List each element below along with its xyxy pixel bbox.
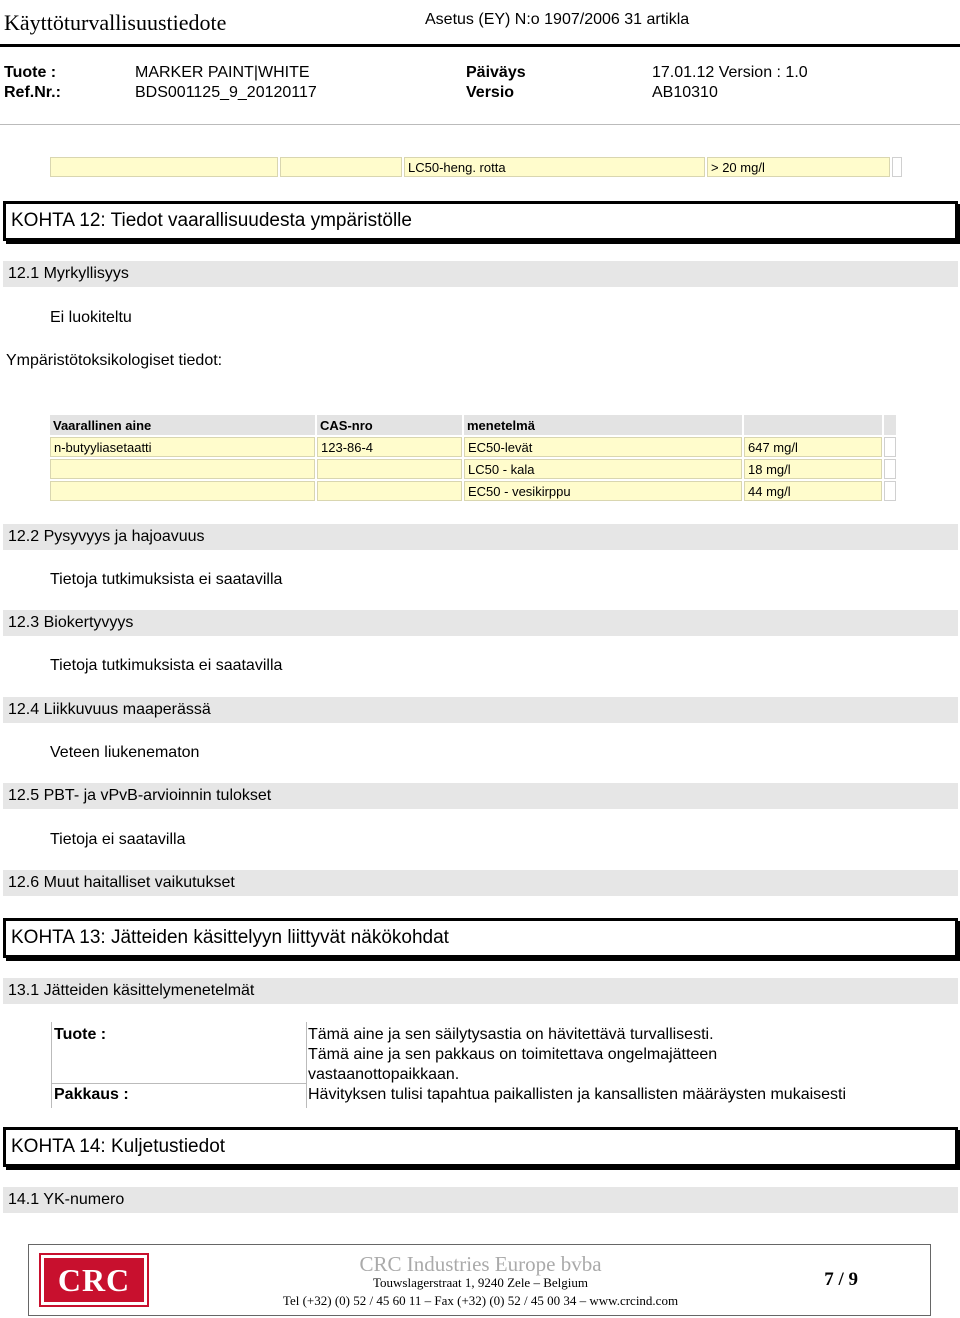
header-bottom-rule <box>0 124 960 125</box>
subsection-12-1-text: Ei luokiteltu <box>50 309 132 326</box>
refnr-value: BDS001125_9_20120117 <box>135 84 317 101</box>
section-13-heading: KOHTA 13: Jätteiden käsittelyyn liittyvät näkökohdat <box>3 918 958 958</box>
subsection-12-3-text: Tietoja tutkimuksista ei saatavilla <box>50 657 283 674</box>
table-cell <box>892 157 902 177</box>
regulation-reference: Asetus (EY) N:o 1907/2006 31 artikla <box>425 11 690 28</box>
page-footer <box>28 1244 931 1316</box>
subsection-12-1-title: 12.1 Myrkyllisyys <box>3 261 958 287</box>
disposal-packaging-text: Hävityksen tulisi tapahtua paikallisten ja kansallisten määräysten mukaisesti <box>308 1086 847 1103</box>
disposal-product-line-1: Tämä aine ja sen säilytysastia on hävitettävä turvallisesti. <box>308 1026 714 1043</box>
subsection-13-1-title: 13.1 Jätteiden käsittelymenetelmät <box>3 978 958 1004</box>
toxicity-continuation-table <box>48 155 904 179</box>
table-row <box>50 437 896 457</box>
footer-contact: Tel (+32) (0) 52 / 45 60 11 – Fax (+32) (0) 52 / 45 00 34 – www.crcind.com <box>282 1293 679 1308</box>
table-cell <box>317 459 462 479</box>
column-header <box>744 415 882 435</box>
disposal-divider <box>51 1083 307 1084</box>
column-header: menetelmä <box>464 415 742 435</box>
section-12-heading: KOHTA 12: Tiedot vaarallisuudesta ympäristölle <box>3 201 958 241</box>
eco-toxicity-table <box>48 413 898 503</box>
table-cell: 44 mg/l <box>744 481 882 501</box>
subsection-12-2-title: 12.2 Pysyvyys ja hajoavuus <box>3 524 958 550</box>
product-value: MARKER PAINT|WHITE <box>135 64 310 81</box>
disposal-divider <box>51 1022 52 1108</box>
disposal-divider <box>306 1022 307 1108</box>
disposal-product-label: Tuote : <box>54 1026 107 1043</box>
table-cell: 123-86-4 <box>317 437 462 457</box>
product-label: Tuote : <box>4 64 57 81</box>
subsection-12-4-text: Veteen liukenematon <box>50 744 200 761</box>
table-row <box>50 459 896 479</box>
table-cell <box>50 481 315 501</box>
subsection-12-5-text: Tietoja ei saatavilla <box>50 831 186 848</box>
column-header <box>884 415 896 435</box>
subsection-12-5-title: 12.5 PBT- ja vPvB-arvioinnin tulokset <box>3 783 958 809</box>
table-cell: LC50-heng. rotta <box>404 157 705 177</box>
footer-company: CRC Industries Europe bvba <box>359 1252 602 1276</box>
date-value: 17.01.12 Version : 1.0 <box>652 64 808 81</box>
subsection-14-1-title: 14.1 YK-numero <box>3 1187 958 1213</box>
table-cell: EC50 - vesikirppu <box>464 481 742 501</box>
column-header: Vaarallinen aine <box>50 415 315 435</box>
section-14-heading: KOHTA 14: Kuljetustiedot <box>3 1127 958 1167</box>
date-label: Päiväys <box>466 64 526 81</box>
subsection-12-2-text: Tietoja tutkimuksista ei saatavilla <box>50 571 283 588</box>
disposal-product-line-2: Tämä aine ja sen pakkaus on toimitettava ongelmajätteen <box>308 1046 718 1063</box>
table-cell: LC50 - kala <box>464 459 742 479</box>
table-cell: EC50-levät <box>464 437 742 457</box>
header-divider <box>0 44 960 47</box>
table-cell <box>280 157 402 177</box>
page-number: 7 / 9 <box>824 1269 858 1290</box>
logo-text: CRC <box>57 1261 131 1298</box>
refnr-label: Ref.Nr.: <box>4 84 61 101</box>
version-label: Versio <box>466 84 515 101</box>
table-cell <box>50 459 315 479</box>
table-cell <box>50 157 278 177</box>
version-value: AB10310 <box>652 84 718 101</box>
footer-address: Touwslagerstraat 1, 9240 Zele – Belgium <box>373 1275 588 1290</box>
table-cell <box>884 437 896 457</box>
column-header: CAS-nro <box>317 415 462 435</box>
subsection-12-4-title: 12.4 Liikkuvuus maaperässä <box>3 697 958 723</box>
table-cell: > 20 mg/l <box>707 157 890 177</box>
disposal-packaging-label: Pakkaus : <box>54 1086 129 1103</box>
table-cell <box>884 481 896 501</box>
document-title: Käyttöturvallisuustiedote <box>4 10 227 35</box>
disposal-product-line-3: vastaanottopaikkaan. <box>308 1066 460 1083</box>
subsection-12-3-title: 12.3 Biokertyvyys <box>3 610 958 636</box>
table-cell: 18 mg/l <box>744 459 882 479</box>
table-cell: n-butyyliasetaatti <box>50 437 315 457</box>
table-row <box>50 481 896 501</box>
table-row <box>50 157 902 177</box>
table-header-row <box>50 415 896 435</box>
table-cell: 647 mg/l <box>744 437 882 457</box>
table-cell <box>884 459 896 479</box>
table-cell <box>317 481 462 501</box>
subsection-12-6-title: 12.6 Muut haitalliset vaikutukset <box>3 870 958 896</box>
eco-toxicology-label: Ympäristötoksikologiset tiedot: <box>6 352 223 369</box>
